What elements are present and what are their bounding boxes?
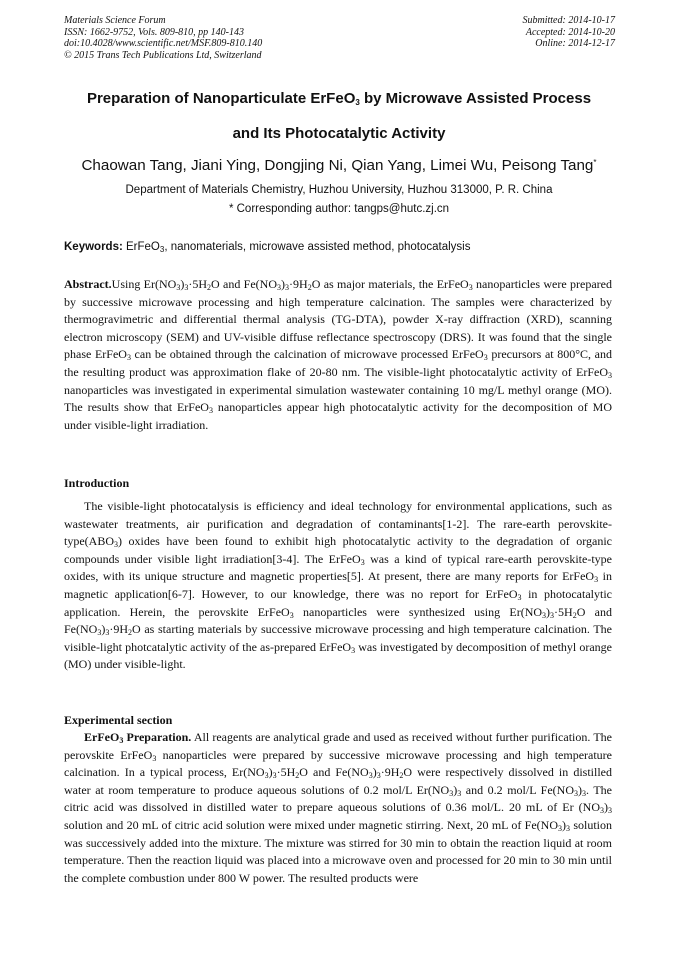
paper-title-line-2: and Its Photocatalytic Activity bbox=[232, 125, 446, 142]
journal-issn: ISSN: 1662-9752, Vols. 809-810, pp 140-143 bbox=[64, 26, 244, 38]
keywords: Keywords: ErFeO$_3$, nanomaterials, microwave assisted method, photocatalysis bbox=[64, 241, 471, 254]
introduction-paragraph: The visible-light photocatalysis is efficiency and ideal technology for environmental applications, such as wastewater treatments, air purification and degradation of contaminants[1-2]. The rare-earth perovskite-$type(ABO_3)$ oxides have been found to exhibit high photocatalytic activity to the degradation of organic compounds under visible light irradiation[3-4]. The ErFeO$_3$ was a kind of typical rare-earth perovskite-type oxides, with its unique structure and magnetic properties[5]. At present, there are many reports for ErFeO$_3$ in magnetic application[6-7]. However, to our knowledge, there was no report for ErFeO$_3$ in photocatalytic application. Herein, the perovskite ErFeO$_3$ nanoparticles were synthesized using $Er(NO_3)_3\cdot 5H_2O$ and $Fe(NO_3)_3\cdot 9H_2O$ as starting materials by successive microwave processing and high temperature calcination. The visible-light photcatalytic activity of the as-prepared ErFeO$_3$ was investigated by decomposition of methyl orange (MO) under visible-light. bbox=[64, 499, 613, 672]
date-submitted: Submitted: 2014-10-17 bbox=[522, 15, 615, 26]
journal-header-right bbox=[523, 15, 616, 50]
journal-doi: doi:10.4028/www.scientific.net/MSF.809-810.140 bbox=[64, 38, 263, 50]
journal-header-left bbox=[64, 15, 262, 61]
corresponding-author: * Corresponding author: tangps@hutc.zj.cn bbox=[228, 203, 450, 215]
abstract: Abstract.Using $Er(NO_3)_3\cdot 5H_2O$ and $Fe(NO_3)_3\cdot 9H_2O$ as major materials, the ErFeO$_3$ nanoparticles were prepared by successive microwave processing and high temperature calcination. The samples were characterized by thermogravimetric and differential thermal analysis (TG-DTA), powder X-ray diffraction (XRD), scanning electron microscopy (SEM) and UV-visible diffuse reflectance spectroscopy (DRS). It was found that the single phase ErFeO$_3$ can be obtained through the calcination of microwave processed ErFeO$_3$ precursors at 800°C, and the resulting product was approximation flake of 20-80 nm. The visible-light photocatalytic activity of ErFeO$_3$ nanoparticles was investigated in experimental simulation wastewater containing 10 mg/L methyl orange (MO). The results show that ErFeO$_3$ nanoparticles appear high photocatalytic activity for the decomposition of MO under visible-light irradiation. bbox=[64, 277, 612, 432]
date-online: Online: 2014-12-17 bbox=[535, 38, 615, 50]
section-heading-experimental: Experimental section bbox=[64, 713, 173, 727]
experimental-paragraph: ErFeO$_3$ Preparation. All reagents are analytical grade and used as received without further purification. The perovskite ErFeO$_3$ nanoparticles were prepared by successive microwave processing and high temperature calcination. In a typical process, $Er(NO_3)_3\cdot 5H_2O$ and $Fe(NO_3)_3\cdot 9H_2O$ were respectively dissolved in distilled water at room temperature to produce aqueous solutions of 0.2 mol/L $Er(NO_3)_3$ and 0.2 mol/L $Fe(NO_3)_3$. The citric acid was dissolved in distilled water to prepare aqueous solutions of 0.36 mol/L. 20 mL of Er $(NO_3)_3$ solution and 20 mL of citric acid solution were mixed under magnetic stirring. Next, 20 mL of $Fe(NO_3)_3$ solution was successively added into the mixture. The mixture was stirred for 30 min to obtain the reaction liquid at room temperature. Then the reaction liquid was placed into a microwave oven and processed for 20 min to 30 min until the complete combustion under 800 W power. The resulted products were bbox=[64, 730, 613, 885]
author-list: Chaowan Tang, Jiani Ying, Dongjing Ni, Qian Yang, Limei Wu, Peisong Tang* bbox=[81, 157, 597, 174]
affiliation: Department of Materials Chemistry, Huzhou University, Huzhou 313000, P. R. China bbox=[125, 184, 553, 196]
journal-copyright: © 2015 Trans Tech Publications Ltd, Switzerland bbox=[64, 49, 262, 61]
date-accepted: Accepted: 2014-10-20 bbox=[525, 26, 615, 38]
journal-name: Materials Science Forum bbox=[64, 15, 166, 26]
paper-title-line-1: Preparation of Nanoparticulate ErFeO$_3$ by Microwave Assisted Process bbox=[86, 90, 592, 107]
section-heading-introduction: Introduction bbox=[64, 476, 130, 490]
subsection-heading-preparation: ErFeO$_3$ Preparation. bbox=[84, 730, 192, 745]
